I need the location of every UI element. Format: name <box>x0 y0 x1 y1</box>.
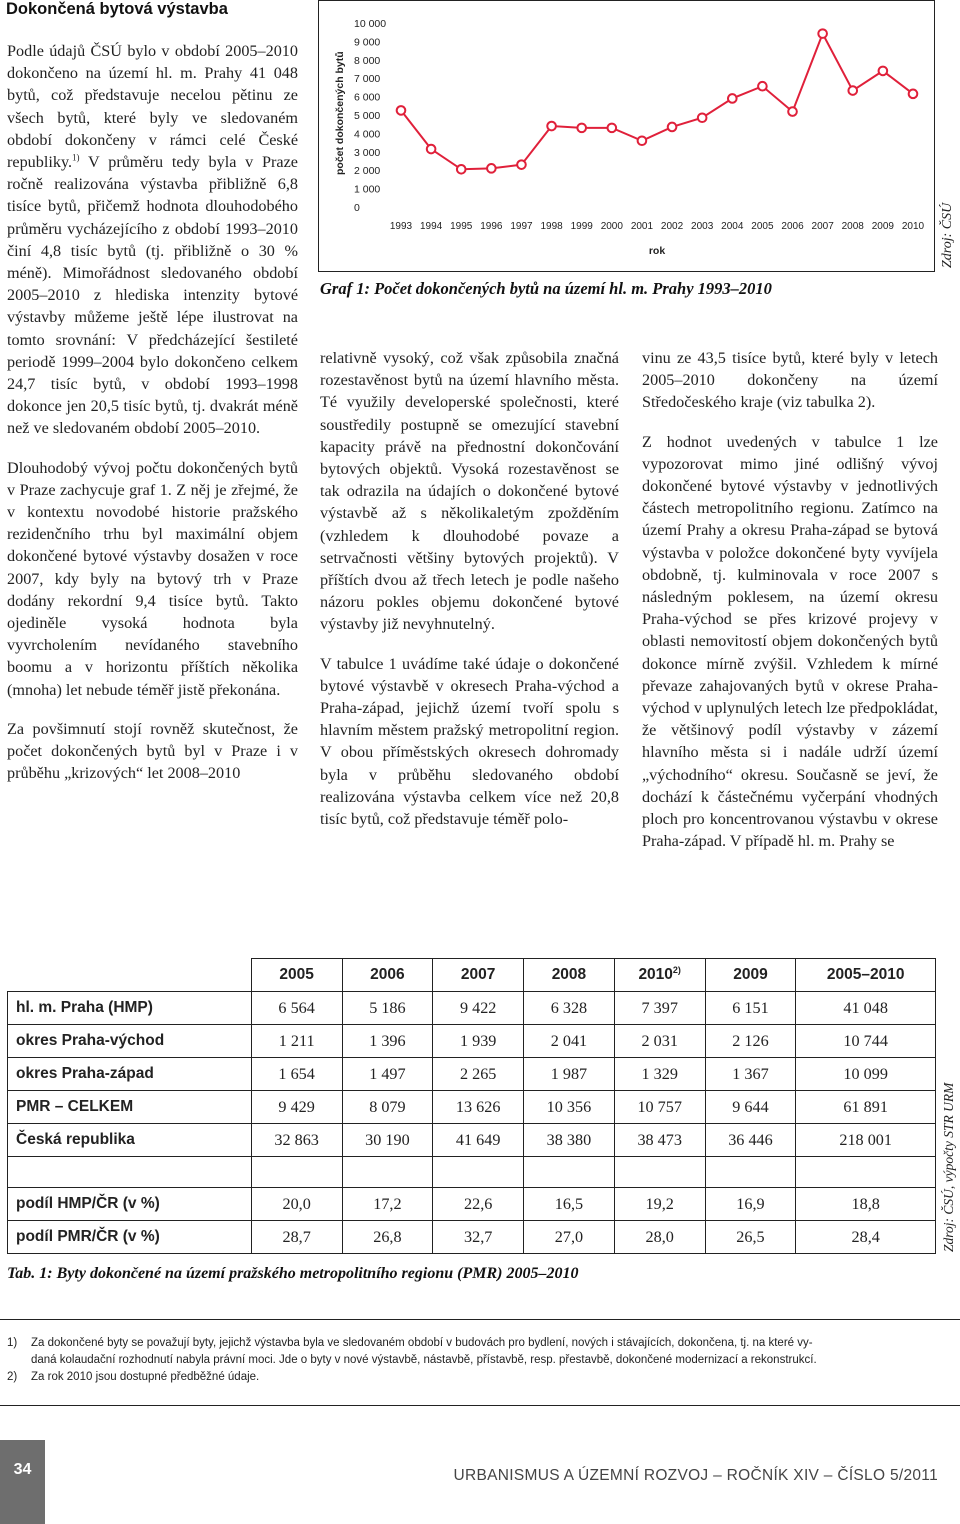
right-column <box>642 347 938 852</box>
row-label: Česká republika <box>8 1124 252 1157</box>
table-cell: 28,7 <box>251 1221 342 1254</box>
x-tick-label: 2004 <box>721 221 744 232</box>
table-header-cell: 2005–2010 <box>796 959 936 992</box>
footnote-ref: 1) <box>72 152 80 163</box>
table-cell: 13 626 <box>433 1091 524 1124</box>
table-cell: 6 151 <box>705 992 796 1025</box>
table-cell: 10 757 <box>614 1091 705 1124</box>
table-cell: 9 429 <box>251 1091 342 1124</box>
table-cell: 26,5 <box>705 1221 796 1254</box>
row-label: okres Praha-západ <box>8 1058 252 1091</box>
table-row <box>8 1091 936 1124</box>
table-header-cell: 2006 <box>342 959 433 992</box>
middle-column <box>320 347 619 830</box>
table-cell: 1 396 <box>342 1025 433 1058</box>
page-number: 34 <box>0 1440 45 1524</box>
y-tick-label: 2 000 <box>354 165 381 178</box>
table-cell: 17,2 <box>342 1188 433 1221</box>
table-row <box>8 1188 936 1221</box>
left-paragraph-3: Za povšimnutí stojí rovněž skutečnost, že počet dokončených bytů byl v Praze i v průběhu „krizových“ let 2008–2010 <box>7 719 298 783</box>
table-cell: 1 939 <box>433 1025 524 1058</box>
table-row <box>8 1058 936 1091</box>
table-cell: 41 649 <box>433 1124 524 1157</box>
table-cell: 22,6 <box>433 1188 524 1221</box>
table-cell: 16,5 <box>524 1188 615 1221</box>
left-column <box>7 40 298 785</box>
table-cell: 19,2 <box>614 1188 705 1221</box>
table-cell: 1 497 <box>342 1058 433 1091</box>
table-cell: 28,4 <box>796 1221 936 1254</box>
x-tick-label: 1995 <box>450 221 473 232</box>
row-label: podíl PMR/ČR (v %) <box>8 1221 252 1254</box>
table-cell: 1 367 <box>705 1058 796 1091</box>
x-tick-label: 1993 <box>389 221 413 232</box>
footnote-bottom-rule <box>0 1405 960 1406</box>
table-cell: 38 380 <box>524 1124 615 1157</box>
row-label: podíl HMP/ČR (v %) <box>8 1188 252 1221</box>
x-tick-label: 2006 <box>781 221 804 232</box>
table-cell: 2 041 <box>524 1025 615 1058</box>
table-cell: 38 473 <box>614 1124 705 1157</box>
table-cell: 5 186 <box>342 992 433 1025</box>
table-cell: 41 048 <box>796 992 936 1025</box>
table-cell: 218 001 <box>796 1124 936 1157</box>
data-point <box>758 82 767 91</box>
data-point <box>397 106 406 115</box>
table-cell: 30 190 <box>342 1124 433 1157</box>
table-cell: 8 079 <box>342 1091 433 1124</box>
series-line <box>401 34 913 170</box>
table-cell: 32 863 <box>251 1124 342 1157</box>
left-paragraph-1: Podle údajů ČSÚ bylo v období 2005–2010 dokončeno na území hl. m. Prahy 41 048 bytů, což představuje necelou pětinu ze všech bytů, které byly ve sledovaném období dokončeny v rámci celé České republiky.$^{1)}$ V průměru tedy byla v Praze ročně realizována výstavba přibližně 6,8 tisíce bytů, přičemž hodnota dlouhodobého průměru vycházejícího z období 1993–2010 činí 4,8 tisíc bytů (tj. přibližně o 30 % méně). Mimořádnost sledovaného období 2005–2010 z hlediska intenzity bytové výstavby můžeme ještě lépe ilustrovat na tomto srovnání: V předcházející šestileté periodě 1999–2004 bylo dokončeno celkem 24,7 tisíc bytů, v období 1993–1998 dokonce jen 20,5 tisíc bytů, tj. dvakrát méně než ve sledovaném období 2005–2010. <box>7 42 298 438</box>
table-cell: 16,9 <box>705 1188 796 1221</box>
journal-title: URBANISMUS A ÚZEMNÍ ROZVOJ – ROČNÍK XIV – ČÍSLO 5/2011 <box>453 1467 938 1484</box>
table-cell: 10 744 <box>796 1025 936 1058</box>
row-label: okres Praha-východ <box>8 1025 252 1058</box>
data-point <box>517 160 526 169</box>
y-axis-label: počet dokončených bytů <box>334 51 346 175</box>
x-tick-label: 2002 <box>660 221 684 232</box>
table-header-cell: 2007 <box>433 959 524 992</box>
footnote-rule <box>0 1319 960 1320</box>
data-point <box>487 164 496 173</box>
right-paragraph-1: vinu ze 43,5 tisíce bytů, které byly v letech 2005–2010 dokončeny na území Středočeského kraje (viz tabulka 2). <box>642 349 938 412</box>
footnote-ref: 2) <box>672 964 681 975</box>
x-tick-label: 2003 <box>691 221 714 232</box>
table-row <box>8 1124 936 1157</box>
x-tick-label: 2000 <box>600 221 623 232</box>
middle-paragraph-1: relativně vysoký, což však způsobila značná rozestavěnost bytů na území hlavního města. Té využily developerské společnosti, které soustředily postupně se omezující stavební kapacity právě na přednostní dokončování bytových objektů. Vysoká rozestavěnost se tak odrazila na údajích o dokončené bytové výstavbě až s několikaletým zpožděním (vzhledem k dlouhodobé povaze a setrvačnosti většiny bytových projektů). V příštích dvou až třech letech je podle našeho názoru pokles objemu dokončené bytové výstavby již nevyhnutelný. <box>320 349 619 634</box>
table-cell: 1 987 <box>524 1058 615 1091</box>
table-cell: 1 211 <box>251 1025 342 1058</box>
table-cell: 6 328 <box>524 992 615 1025</box>
left-paragraph-2: Dlouhodobý vývoj počtu dokončených bytů v Praze zachycuje graf 1. Z něj je zřejmé, že v kontextu novodobé historie pražského rezidenčního trhu byl maximální objem dokončené bytové výstavby dosažen v roce 2007, kdy byly na bytový trh v Praze dodány rekordní 9,4 tisíce bytů. Takto ojediněle vysoká hodnota byla vyvrcholením nevídaného stavebního boomu a v horizontu příštích několika (mnoha) let nebude téměř jistě překonána. <box>7 458 298 699</box>
data-point <box>728 94 737 103</box>
table-cell: 7 397 <box>614 992 705 1025</box>
data-point <box>879 67 888 76</box>
table-caption: Tab. 1: Byty dokončené na území pražského metropolitního regionu (PMR) 2005–2010 <box>7 1265 579 1282</box>
table-cell: 2 126 <box>705 1025 796 1058</box>
data-point <box>909 90 918 99</box>
x-tick-label: 2008 <box>841 221 864 232</box>
table-cell: 2 031 <box>614 1025 705 1058</box>
x-tick-label: 1996 <box>480 221 503 232</box>
chart-frame <box>318 0 935 272</box>
table-row <box>8 992 936 1025</box>
y-tick-label: 0 <box>354 202 360 214</box>
data-point <box>848 86 857 95</box>
table-cell: 26,8 <box>342 1221 433 1254</box>
table-cell: 1 654 <box>251 1058 342 1091</box>
footnote-2: 2) Za rok 2010 jsou dostupné předběžné údaje. <box>7 1371 260 1383</box>
footnote-1: 1) Za dokončené byty se považují byty, jejichž výstavba byla ve sledovaném období v budovách pro bydlení, nových i stávajících, dokončena, tj. na které vy- daná kolaudační rozhodnutí nabyla právní moci. Jde o byty v nové výstavbě, nástavbě, přístavbě, resp. přestavbě, dokončené modernizací a rekonstrukcí. <box>7 1337 817 1366</box>
table-cell: 61 891 <box>796 1091 936 1124</box>
y-tick-label: 5 000 <box>354 110 381 122</box>
x-tick-label: 2005 <box>751 221 774 232</box>
x-tick-label: 2001 <box>630 221 654 232</box>
data-point <box>638 136 647 145</box>
x-tick-label: 2009 <box>871 221 895 232</box>
y-tick-label: 8 000 <box>354 54 381 67</box>
table-header-row <box>8 959 936 992</box>
row-label: PMR – CELKEM <box>8 1091 252 1124</box>
table-header-cell: 2009 <box>705 959 796 992</box>
table-cell: 32,7 <box>433 1221 524 1254</box>
x-tick-label: 1997 <box>510 221 533 232</box>
y-tick-label: 6 000 <box>354 91 381 104</box>
right-paragraph-2: Z hodnot uvedených v tabulce 1 lze vypozorovat mimo jiné odlišný vývoj dokončené bytové výstavby v jednotlivých částech metropolitního regionu. Zatímco na území Prahy a okresu Praha-západ se bytová výstavba v položce dokončené byty vyvíjela obdobně, tj. kulminovala v roce 2007 s následným poklesem, na území okresu Praha-východ se přes krizové projevy v oblasti nemovitostí objem dokončených bytů dokonce mírně zvýšil. Vzhledem k mírné převaze zahajovaných bytů v okrese Praha-východ v uplynulých letech lze předpokládat, že většinový podíl výstavby v zázemí hlavního města si i nadále udrží území „východního“ okresu. Současně se jeví, že dochází k částečnému vyčerpání vhodných ploch pro koncentrovanou výstavbu v okrese Praha-západ. V případě hl. m. Prahy se <box>642 432 938 851</box>
y-tick-label: 9 000 <box>354 36 381 49</box>
x-tick-label: 1994 <box>419 221 443 232</box>
section-heading: Dokončená bytová výstavba <box>6 0 228 18</box>
x-axis-label: rok <box>648 245 666 257</box>
data-point <box>698 113 707 122</box>
table-cell: 6 564 <box>251 992 342 1025</box>
x-tick-label: 2007 <box>811 221 834 232</box>
data-point <box>818 29 827 38</box>
table-cell: 9 422 <box>433 992 524 1025</box>
table-cell: 1 329 <box>614 1058 705 1091</box>
y-tick-label: 4 000 <box>354 128 381 141</box>
y-tick-label: 10 000 <box>354 18 387 30</box>
table-header-cell <box>8 959 252 992</box>
table-header-cell: 2010$^{2)}$ <box>614 959 705 992</box>
table-cell: 2 265 <box>433 1058 524 1091</box>
table-cell: 10 356 <box>524 1091 615 1124</box>
table-row <box>8 1025 936 1058</box>
y-tick-label: 7 000 <box>354 73 381 86</box>
table-cell: 28,0 <box>614 1221 705 1254</box>
y-tick-label: 1 000 <box>354 183 381 196</box>
table-cell: 27,0 <box>524 1221 615 1254</box>
table-cell: 10 099 <box>796 1058 936 1091</box>
x-tick-label: 1999 <box>570 221 593 232</box>
table-cell: 20,0 <box>251 1188 342 1221</box>
y-tick-label: 3 000 <box>354 146 381 159</box>
x-tick-label: 2010 <box>901 221 925 232</box>
chart-caption: Graf 1: Počet dokončených bytů na území hl. m. Prahy 1993–2010 <box>320 279 772 298</box>
table-cell: 18,8 <box>796 1188 936 1221</box>
row-label: hl. m. Praha (HMP) <box>8 992 252 1025</box>
table-row <box>8 1221 936 1254</box>
table-source: Zdroj: ČSÚ, výpočty STR URM <box>941 1082 956 1252</box>
table-cell: 36 446 <box>705 1124 796 1157</box>
chart-source: Zdroj: ČSÚ <box>940 202 955 268</box>
table-spacer-row <box>8 1157 936 1188</box>
table-header-cell: 2008 <box>524 959 615 992</box>
middle-paragraph-2: V tabulce 1 uvádíme také údaje o dokončené bytové výstavbě v okresech Praha-východ a Praha-západ, jejichž území tvoří spolu s hlavním městem pražský metropolitní region. V obou příměstských okresech dohromady byla v průběhu sledovaného období realizována výstavba celkem více než 20,8 tisíc bytů, což představuje téměř polo- <box>320 654 619 829</box>
data-point <box>547 122 556 131</box>
table-header-cell: 2005 <box>251 959 342 992</box>
data-point <box>427 145 436 154</box>
data-point <box>577 124 586 133</box>
data-table <box>7 958 936 1254</box>
data-point <box>608 124 617 133</box>
data-point <box>788 107 797 116</box>
x-tick-label: 1998 <box>540 221 563 232</box>
data-point <box>668 123 677 132</box>
data-point <box>457 165 466 174</box>
line-chart <box>319 1 934 271</box>
table-cell: 9 644 <box>705 1091 796 1124</box>
